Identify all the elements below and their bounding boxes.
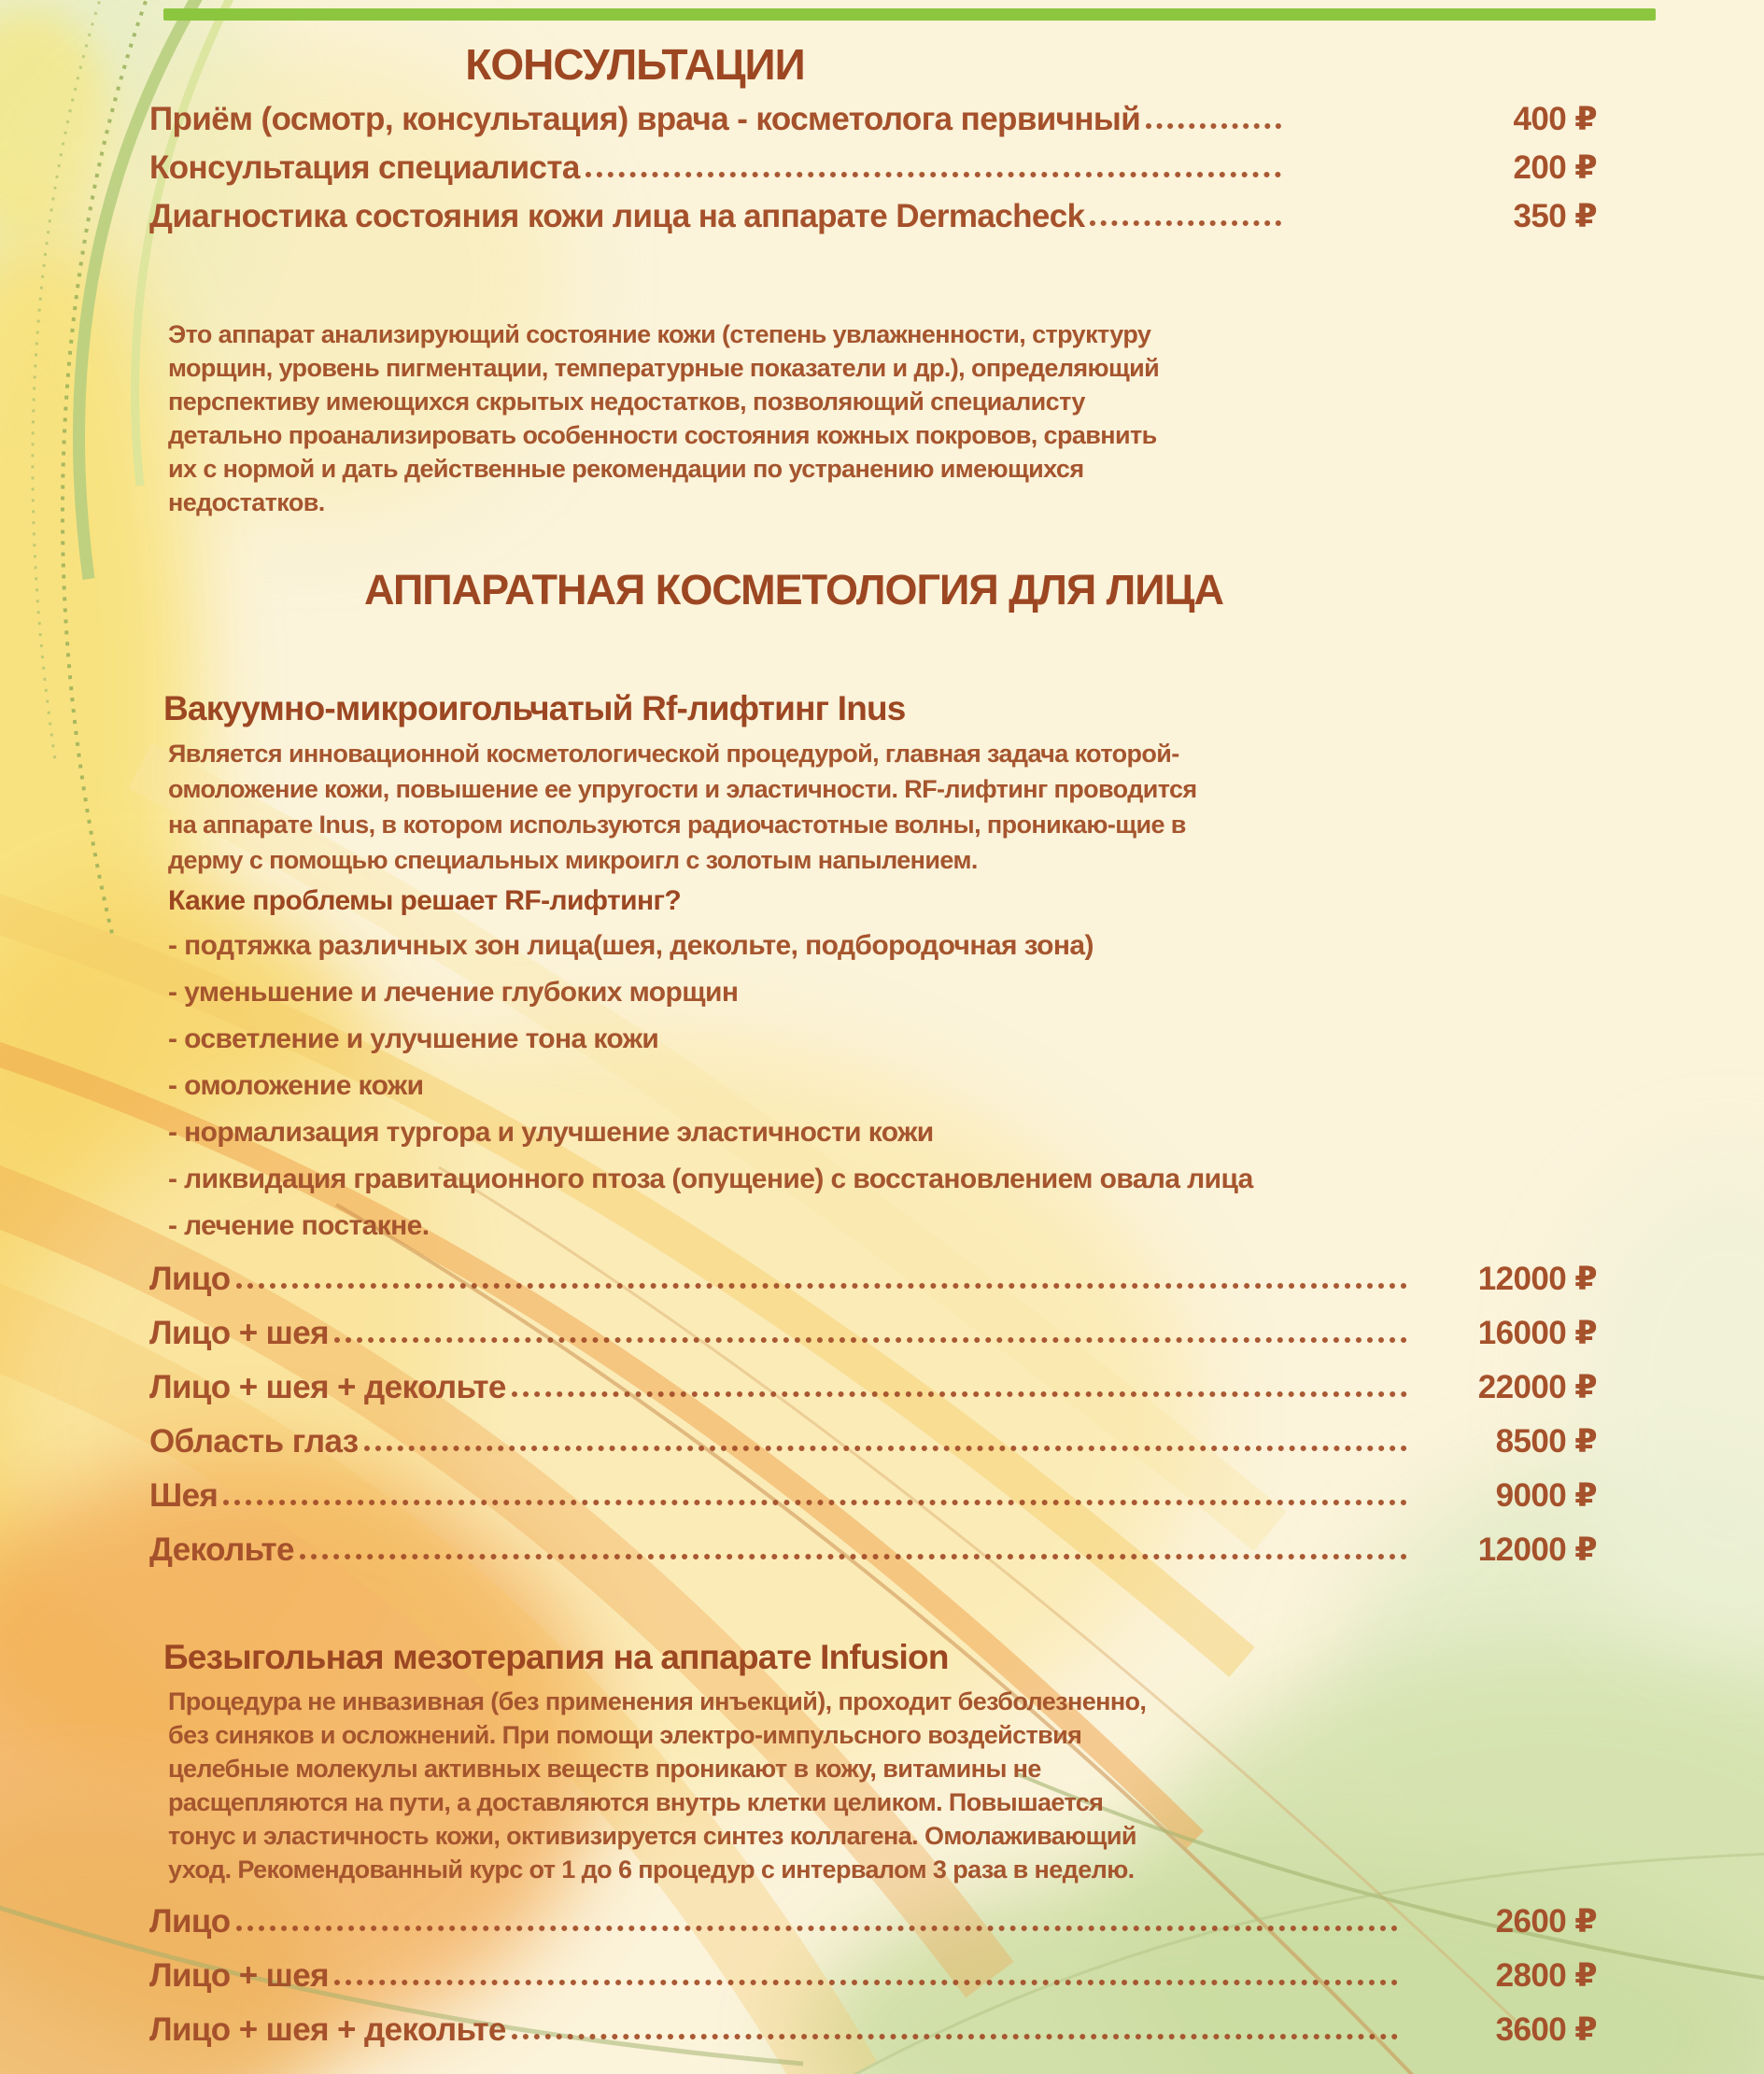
service-name: Приём (осмотр, консультация) врача - косметолога первичный bbox=[149, 101, 1141, 137]
list-item: - лечение постакне. bbox=[168, 1210, 430, 1241]
price-row bbox=[149, 1313, 1597, 1354]
dot-leader bbox=[223, 1500, 1407, 1505]
dot-leader bbox=[236, 1926, 1398, 1931]
price-row bbox=[149, 148, 1597, 189]
service-price: 8500 ₽ bbox=[1495, 1423, 1597, 1460]
service-price: 2800 ₽ bbox=[1495, 1957, 1597, 1994]
service-price: 400 ₽ bbox=[1513, 101, 1597, 137]
price-row bbox=[149, 1421, 1597, 1462]
price-row bbox=[149, 99, 1597, 140]
rf-lifting-description: Является инновационной косметологической процедурой, главная задача которой- омоложение кожи, повышение ее упругости и эластичности. RF-лифтинг проводится на аппарате Inus, в котором используются радиочастотные волны, проникаю-щие в дерму с помощью специальных микроигл с золотым напылением. bbox=[168, 740, 1197, 874]
dot-leader bbox=[586, 172, 1281, 177]
list-item: - омоложение кожи bbox=[168, 1070, 424, 1101]
service-name: Лицо + шея + декольте bbox=[149, 1369, 506, 1405]
service-price: 2600 ₽ bbox=[1495, 1903, 1597, 1940]
service-price: 22000 ₽ bbox=[1477, 1369, 1597, 1405]
hardware-cosmetology-section bbox=[140, 566, 1447, 614]
list-item: - подтяжка различных зон лица(шея, декольте, подбородочная зона) bbox=[168, 930, 1094, 961]
mesotherapy-heading: Безыгольная мезотерапия на аппарате Infusion bbox=[163, 1638, 949, 1676]
dot-leader bbox=[300, 1554, 1407, 1559]
hardware-cosmetology-title: АППАРАТНАЯ КОСМЕТОЛОГИЯ ДЛЯ ЛИЦА bbox=[364, 566, 1223, 614]
price-list-content bbox=[140, 28, 1597, 2064]
price-row bbox=[149, 196, 1597, 237]
service-name: Лицо bbox=[149, 1903, 231, 1940]
service-name: Лицо bbox=[149, 1261, 231, 1297]
service-name: Диагностика состояния кожи лица на аппарате Dermacheck bbox=[149, 198, 1085, 234]
service-name: Декольте bbox=[149, 1531, 294, 1568]
top-divider-bar bbox=[163, 8, 1656, 21]
service-price: 12000 ₽ bbox=[1477, 1531, 1597, 1568]
price-row bbox=[149, 1901, 1597, 1942]
service-price: 12000 ₽ bbox=[1477, 1261, 1597, 1297]
dot-leader bbox=[334, 1980, 1398, 1985]
list-item: - нормализация тургора и улучшение эластичности кожи bbox=[168, 1117, 934, 1148]
rf-problems-list bbox=[168, 932, 1597, 1240]
service-name: Лицо + шея bbox=[149, 1957, 329, 1994]
price-row bbox=[149, 1955, 1597, 1996]
price-row bbox=[149, 1367, 1597, 1408]
list-item: - осветление и улучшение тона кожи bbox=[168, 1023, 659, 1054]
dot-leader bbox=[334, 1337, 1407, 1343]
service-name: Шея bbox=[149, 1477, 219, 1514]
service-price: 16000 ₽ bbox=[1477, 1315, 1597, 1351]
dot-leader bbox=[1146, 123, 1281, 129]
dot-leader bbox=[364, 1446, 1407, 1451]
list-item: - ликвидация гравитационного птоза (опущение) с восстановлением овала лица bbox=[168, 1164, 1253, 1194]
service-name: Лицо + шея bbox=[149, 1315, 329, 1351]
service-price: 3600 ₽ bbox=[1495, 2011, 1597, 2048]
rf-problems-heading: Какие проблемы решает RF-лифтинг? bbox=[168, 885, 682, 916]
dot-leader bbox=[1090, 220, 1281, 226]
consultations-title: КОНСУЛЬТАЦИИ bbox=[465, 40, 805, 89]
service-name: Консультация специалиста bbox=[149, 149, 580, 186]
rf-lifting-heading: Вакуумно-микроигольчатый Rf-лифтинг Inus bbox=[163, 689, 906, 727]
dot-leader bbox=[512, 2034, 1398, 2039]
service-name: Лицо + шея + декольте bbox=[149, 2011, 506, 2048]
dot-leader bbox=[236, 1283, 1407, 1289]
mesotherapy-price-list bbox=[140, 1901, 1597, 2051]
consultations-price-list bbox=[140, 99, 1597, 237]
service-price: 350 ₽ bbox=[1513, 198, 1597, 234]
dermacheck-description: Это аппарат анализирующий состояние кожи (степень увлажненности, структуру морщин, уровень пигментации, температурные показатели и др.), определяющий перспективу имеющихся скрытых недостатков, позволяющий специалисту детально проанализировать особенности состояния кожных покровов, сравнить их с нормой и дать действенные рекомендации по устранению имеющихся недостатков. bbox=[168, 320, 1160, 516]
consultations-section bbox=[140, 39, 1130, 90]
rf-lifting-price-list bbox=[140, 1259, 1597, 1571]
service-price: 9000 ₽ bbox=[1495, 1477, 1597, 1514]
list-item: - уменьшение и лечение глубоких морщин bbox=[168, 977, 739, 1008]
price-row bbox=[149, 1475, 1597, 1517]
price-row bbox=[149, 2010, 1597, 2051]
mesotherapy-description: Процедура не инвазивная (без применения инъекций), проходит безболезненно, без синяков и осложнений. При помощи электро-импульсного воздействия целебные молекулы активных веществ проникают в кожу, витамины не расщепляются на пути, а доставляются внутрь клетки целиком. Повышается тонус и эластичность кожи, октивизируется синтез коллагена. Омолаживающий уход. Рекомендованный курс от 1 до 6 процедур с интервалом 3 раза в неделю. bbox=[168, 1687, 1147, 1884]
service-name: Область глаз bbox=[149, 1423, 359, 1460]
price-row bbox=[149, 1530, 1597, 1571]
dot-leader bbox=[512, 1391, 1407, 1397]
service-price: 200 ₽ bbox=[1513, 149, 1597, 186]
price-row bbox=[149, 1259, 1597, 1300]
